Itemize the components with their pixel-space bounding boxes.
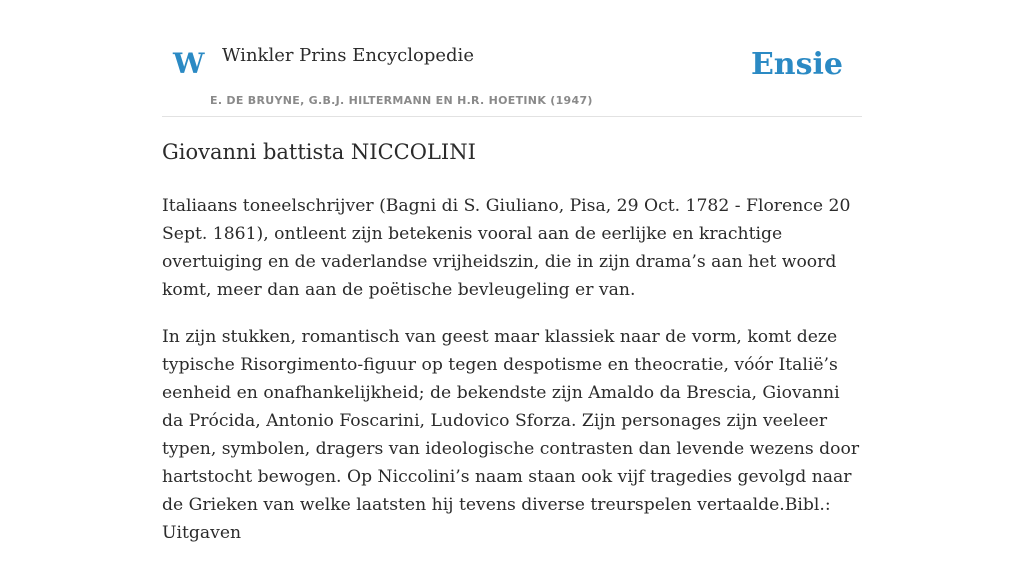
article-paragraph: In zijn stukken, romantisch van geest maar klassiek naar de vorm, komt deze typische Risorgimento-figuur op tegen despotisme en theocratie, vóór Italië’s eenheid en onafhankelijkheid; de bekendste zijn Amaldo da Brescia, Giovanni da Prócida, Antonio Foscarini, Ludovico Sforza. Zijn personages zijn veeleer typen, symbolen, dragers van ideologische contrasten dan levende wezens door hartstocht bewogen. Op Niccolini’s naam staan ook vijf tragedies gevolgd naar de Grieken van welke laatsten hij tevens diverse treurspelen vertaalde.Bibl.: Uitgaven: [162, 327, 860, 543]
page: [162, 0, 862, 543]
publication-title[interactable]: Winkler Prins Encyclopedie: [222, 45, 474, 66]
article-body: [162, 192, 862, 566]
article-paragraph: Italiaans toneelschrijver (Bagni di S. Giuliano, Pisa, 29 Oct. 1782 - Florence 20 Sept. 1861), ontleent zijn betekenis vooral aan de eerlijke en krachtige overtuiging en de vaderlandse vrijheidszin, die in zijn drama’s aan het woord komt, meer dan aan de poëtische bevleugeling er van.: [162, 196, 851, 300]
publication-header: [162, 0, 862, 117]
article-title: Giovanni battista NICCOLINI: [162, 140, 476, 164]
publication-authors: E. DE BRUYNE, G.B.J. HILTERMANN EN H.R. HOETINK (1947): [210, 94, 593, 107]
publication-logo[interactable]: W: [173, 47, 205, 80]
ensie-logo[interactable]: Ensie: [750, 47, 843, 82]
